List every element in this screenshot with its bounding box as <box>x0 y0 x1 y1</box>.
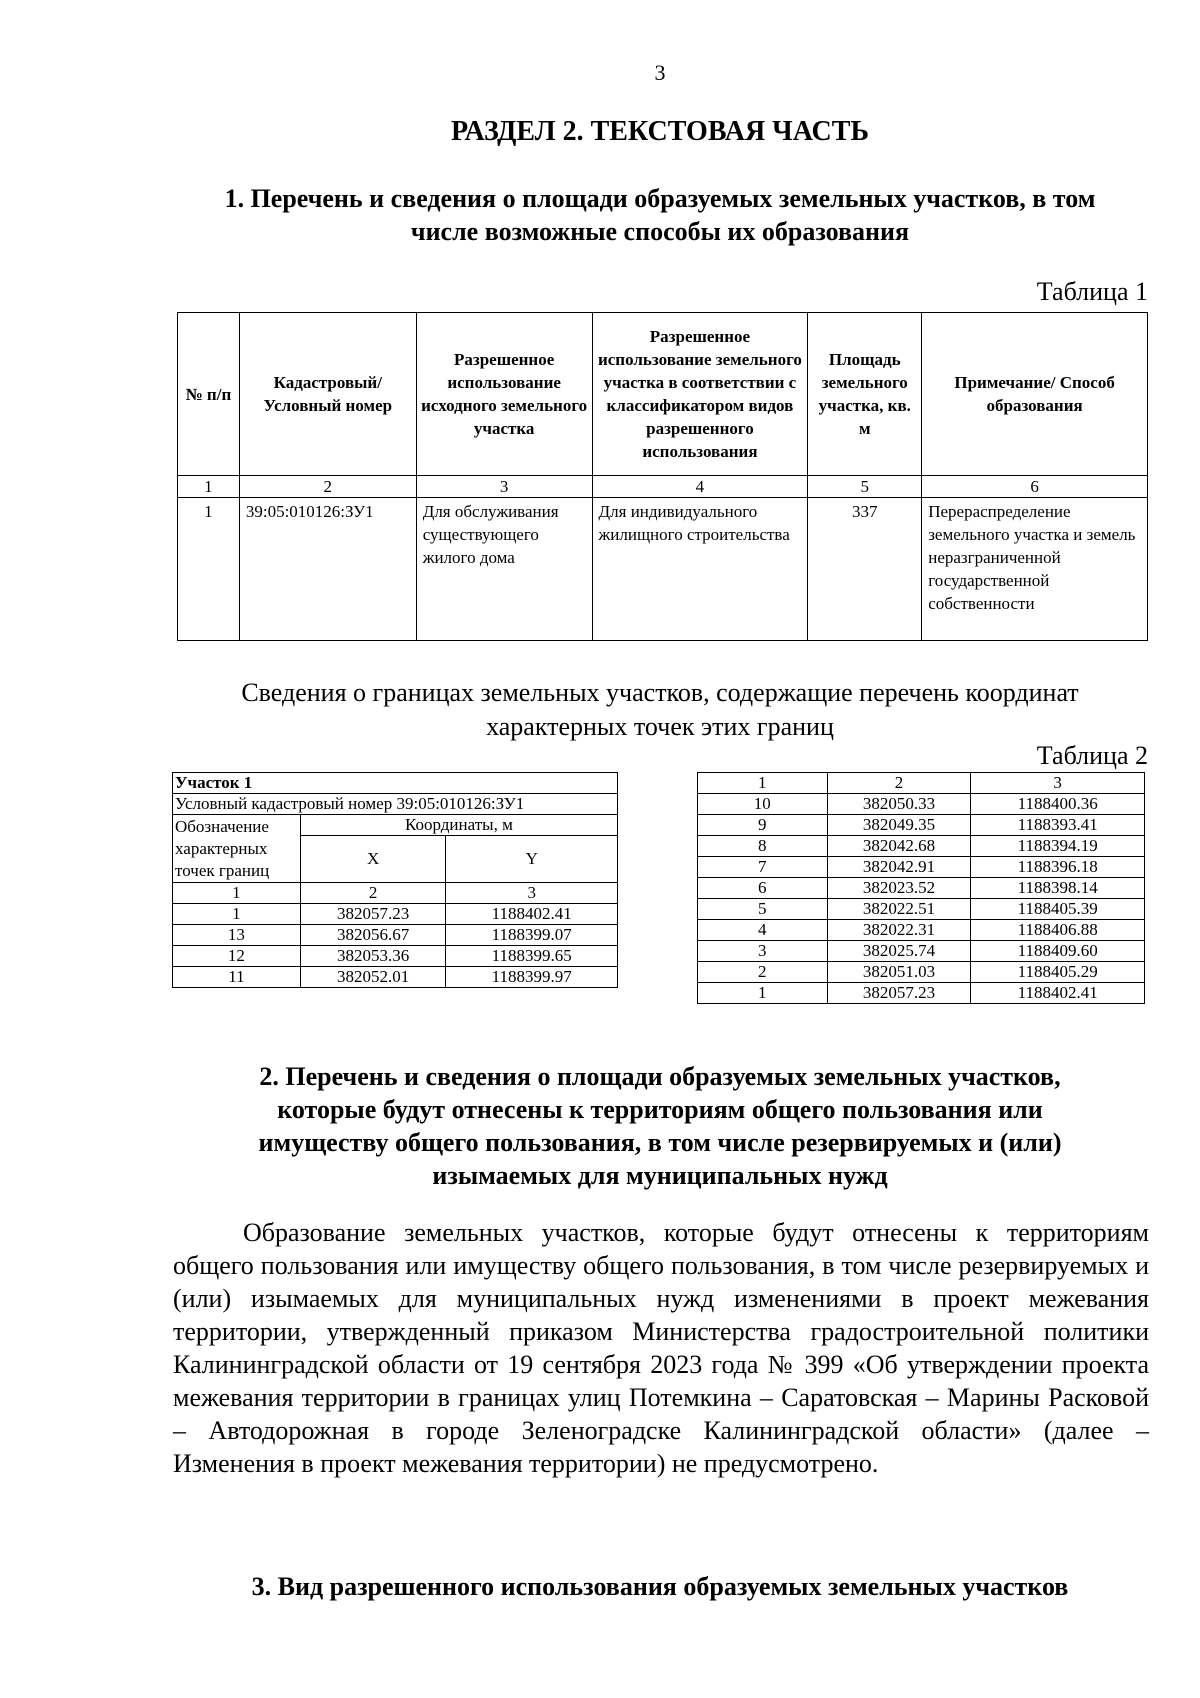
boundary-caption <box>190 676 1130 744</box>
table-row <box>173 904 618 925</box>
table-2-caption: Таблица 2 <box>1036 741 1148 770</box>
cell-y: 1188396.18 <box>971 857 1145 878</box>
cell-point: 8 <box>698 836 828 857</box>
cell-y: 1188402.41 <box>446 904 618 925</box>
cell-point: 9 <box>698 815 828 836</box>
column-number: 1 <box>173 883 301 904</box>
column-number: 2 <box>239 476 416 498</box>
table-row <box>698 857 1145 878</box>
cell-point: 7 <box>698 857 828 878</box>
cell-y: 1188399.07 <box>446 925 618 946</box>
cell-y: 1188406.88 <box>971 920 1145 941</box>
cell-y: 1188399.65 <box>446 946 618 967</box>
table-row <box>698 899 1145 920</box>
cell-x: 382057.23 <box>300 904 446 925</box>
section-title: РАЗДЕЛ 2. ТЕКСТОВАЯ ЧАСТЬ <box>451 116 869 147</box>
cell-y: 1188393.41 <box>971 815 1145 836</box>
cell-point: 3 <box>698 941 828 962</box>
cell-point: 6 <box>698 878 828 899</box>
cell-note: Перераспределение земельного участка и земель неразграниченной государственной собственности <box>922 498 1148 641</box>
cell-num: 1 <box>178 498 240 641</box>
cell-y: 1188405.39 <box>971 899 1145 920</box>
coordinates-table-right <box>697 772 1145 1004</box>
table-row <box>173 946 618 967</box>
cell-area: 337 <box>808 498 922 641</box>
heading-3: 3. Вид разрешенного использования образуемых земельных участков <box>251 1572 1069 1601</box>
cell-point: 5 <box>698 899 828 920</box>
heading-1-line-1: 1. Перечень и сведения о площади образуемых земельных участков, в том <box>224 184 1096 213</box>
cell-source-use: Для обслуживания существующего жилого дома <box>416 498 592 641</box>
cell-y: 1188402.41 <box>971 983 1145 1004</box>
table-row <box>173 925 618 946</box>
cell-permitted-use: Для индивидуального жилищного строительства <box>592 498 808 641</box>
cell-point: 2 <box>698 962 828 983</box>
table-1-caption: Таблица 1 <box>1036 277 1148 306</box>
cell-point: 12 <box>173 946 301 967</box>
heading-2-line-4: изымаемых для муниципальных нужд <box>432 1161 888 1190</box>
cell-x: 382056.67 <box>300 925 446 946</box>
cell-x: 382052.01 <box>300 967 446 988</box>
cell-x: 382057.23 <box>827 983 971 1004</box>
plots-table <box>177 312 1148 641</box>
cell-point: 10 <box>698 794 828 815</box>
column-number: 2 <box>300 883 446 904</box>
coordinates-table-left <box>172 772 618 988</box>
heading-2-line-2: которые будут отнесены к территориям общего пользования или <box>277 1095 1043 1124</box>
column-number: 4 <box>592 476 808 498</box>
column-number: 1 <box>178 476 240 498</box>
boundary-caption-line-2: характерных точек этих границ <box>486 712 834 741</box>
table-row <box>698 983 1145 1004</box>
cell-point: 11 <box>173 967 301 988</box>
col-header-num: № п/п <box>178 313 240 476</box>
heading-1-line-2: числе возможные способы их образования <box>410 217 910 246</box>
cell-x: 382022.31 <box>827 920 971 941</box>
table-row <box>698 920 1145 941</box>
table-row <box>698 794 1145 815</box>
cell-y: 1188409.60 <box>971 941 1145 962</box>
page-number: 3 <box>654 60 666 85</box>
cell-x: 382050.33 <box>827 794 971 815</box>
column-number: 1 <box>698 773 828 794</box>
column-number: 3 <box>446 883 618 904</box>
column-number: 3 <box>971 773 1145 794</box>
cell-point: 1 <box>698 983 828 1004</box>
cell-x: 382053.36 <box>300 946 446 967</box>
table-row <box>698 941 1145 962</box>
table-row <box>698 815 1145 836</box>
cell-cadastral: 39:05:010126:ЗУ1 <box>239 498 416 641</box>
cell-y: 1188398.14 <box>971 878 1145 899</box>
heading-2-line-3: имуществу общего пользования, в том числе резервируемых и (или) <box>258 1128 1062 1157</box>
cell-y: 1188405.29 <box>971 962 1145 983</box>
cell-x: 382042.91 <box>827 857 971 878</box>
cell-x: 382023.52 <box>827 878 971 899</box>
heading-1 <box>170 182 1150 248</box>
col-header-permitted-use: Разрешенное использование земельного участка в соответствии с классификатором видов разрешенного использования <box>592 313 808 476</box>
cell-point: 4 <box>698 920 828 941</box>
table-row <box>698 962 1145 983</box>
cell-y: 1188399.97 <box>446 967 618 988</box>
cell-x: 382051.03 <box>827 962 971 983</box>
col-header-area: Площадь земельного участка, кв. м <box>808 313 922 476</box>
column-number-row <box>178 476 1148 498</box>
cell-x: 382022.51 <box>827 899 971 920</box>
col-header-cadastral: Кадастровый/ Условный номер <box>239 313 416 476</box>
column-number: 6 <box>922 476 1148 498</box>
y-header: Y <box>446 836 618 883</box>
col-header-source-use: Разрешенное использование исходного земельного участка <box>416 313 592 476</box>
x-header: X <box>300 836 446 883</box>
column-number: 2 <box>827 773 971 794</box>
column-number: 5 <box>808 476 922 498</box>
designation-header: Обозначение характерных точек границ <box>173 815 301 883</box>
cell-y: 1188394.19 <box>971 836 1145 857</box>
cell-point: 13 <box>173 925 301 946</box>
table-row <box>698 836 1145 857</box>
cell-y: 1188400.36 <box>971 794 1145 815</box>
coords-header: Координаты, м <box>300 815 617 836</box>
plot-number: Условный кадастровый номер 39:05:010126:ЗУ1 <box>173 794 618 815</box>
cell-x: 382049.35 <box>827 815 971 836</box>
heading-2-line-1: 2. Перечень и сведения о площади образуемых земельных участков, <box>259 1062 1061 1091</box>
cell-x: 382042.68 <box>827 836 971 857</box>
plot-label: Участок 1 <box>173 773 618 794</box>
table-row <box>178 498 1148 641</box>
table-row <box>698 878 1145 899</box>
table-header-row <box>178 313 1148 476</box>
body-paragraph: Образование земельных участков, которые будут отнесены к территориям общего пользования или имуществу общего пользования, в том числе резервируемых и (или) изымаемых для муниципальных нужд изменениями в проект межевания территории, утвержденный приказом Министерства градостроительной политики Калининградской области от 19 сентября 2023 года № 399 «Об утверждении проекта межевания территории в границах улиц Потемкина – Саратовская – Марины Расковой – Автодорожная в городе Зеленоградске Калининградской области» (далее – Изменения в проект межевания территории) не предусмотрено. <box>173 1218 1149 1478</box>
col-header-note: Примечание/ Способ образования <box>922 313 1148 476</box>
cell-x: 382025.74 <box>827 941 971 962</box>
heading-2 <box>170 1060 1150 1192</box>
column-number: 3 <box>416 476 592 498</box>
cell-point: 1 <box>173 904 301 925</box>
table-row <box>173 967 618 988</box>
boundary-caption-line-1: Сведения о границах земельных участков, содержащие перечень координат <box>241 678 1079 707</box>
